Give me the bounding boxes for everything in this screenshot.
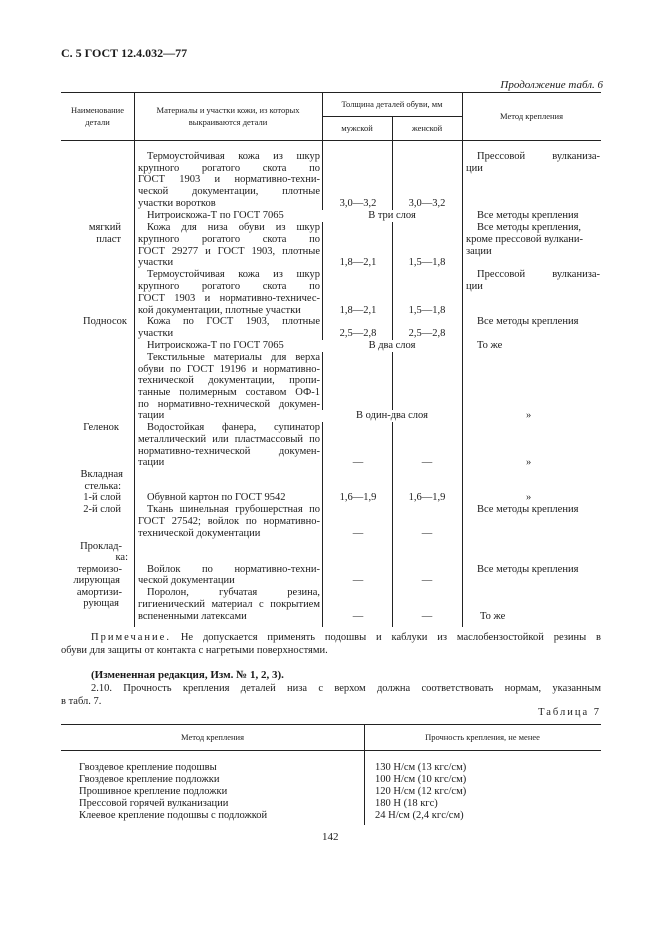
- thickness-male: —: [352, 611, 364, 622]
- part-name: стелька:: [84, 481, 121, 492]
- part-name: амортизи-: [76, 587, 122, 598]
- thickness-span: В один-два слоя: [322, 410, 462, 422]
- part-name: мягкий: [88, 222, 121, 233]
- material-line: крупного рогатого скота по: [138, 234, 320, 245]
- material-line: по нормативно-технической докумен-: [138, 399, 320, 410]
- material-line: вспененными латексами: [138, 611, 247, 622]
- material-line: ГОСТ 1903 и нормативно-техничес-: [138, 293, 320, 304]
- part-name: пласт: [96, 234, 121, 245]
- table7-header-method: Метод крепления: [181, 732, 244, 742]
- table6-col-divider: [462, 92, 463, 627]
- clause-text: в табл. 7.: [61, 695, 102, 707]
- method-line: Все методы крепления: [477, 210, 579, 221]
- thickness-male: 3,0—3,2: [339, 198, 377, 209]
- material-line: ГОСТ 1903 и нормативно-техни-: [138, 174, 320, 185]
- material-line: Нитроискожа-Т по ГОСТ 7065: [147, 340, 284, 351]
- table7-method: Клеевое крепление подошвы с подложкой: [79, 810, 268, 821]
- material-line: Нитроискожа-Т по ГОСТ 7065: [147, 210, 284, 221]
- table7-strength: 24 Н/см (2,4 кгс/см): [375, 810, 464, 821]
- thickness-male: 2,5—2,8: [339, 328, 377, 339]
- material-line: Войлок по нормативно-техни-: [147, 564, 320, 575]
- material-line: тации: [138, 457, 165, 468]
- method-ditto-mark: »: [526, 457, 532, 468]
- material-line: Обувной картон по ГОСТ 9542: [147, 492, 286, 503]
- material-line: Кожа по ГОСТ 1903, плотные: [147, 316, 320, 327]
- thickness-female: —: [421, 611, 433, 622]
- part-name: ка:: [115, 552, 128, 563]
- material-line: металлический или пластмассовый по: [138, 434, 320, 445]
- page-number: 142: [322, 831, 339, 843]
- material-line: участки: [138, 257, 174, 268]
- table7-strength: 180 Н (18 кгс): [375, 798, 438, 809]
- material-line: ГОСТ 27542; войлок по нормативно-: [138, 516, 320, 527]
- table6-col-divider: [392, 116, 393, 627]
- method-ditto-mark: »: [526, 410, 532, 421]
- material-line: Поролон, губчатая резина,: [147, 587, 320, 598]
- material-line: крупного рогатого скота по: [138, 281, 320, 292]
- method-line: То же: [477, 340, 503, 351]
- table7-method: Прессовой горячей вулканизации: [79, 798, 229, 809]
- material-line: крупного рогатого скота по: [138, 163, 320, 174]
- method-line: Прессовой вулканиза-: [477, 151, 600, 162]
- table7-header-rule: [61, 750, 601, 751]
- material-line: Водостойкая фанера, супинатор: [147, 422, 320, 433]
- thickness-male: 1,6—1,9: [339, 492, 377, 503]
- part-name: лирующая: [73, 575, 120, 586]
- part-name: Геленок: [83, 422, 119, 433]
- method-line: кроме прессовой вулкани-: [466, 234, 584, 245]
- thickness-female: 1,5—1,8: [408, 305, 446, 316]
- part-name: Вкладная: [80, 469, 123, 480]
- table6-col-divider: [322, 92, 323, 627]
- header-materials: Материалы и участки кожи, из которых выкраиваются детали: [156, 105, 300, 127]
- header-male: мужской: [341, 123, 373, 133]
- header-name: Наименование детали: [71, 105, 124, 127]
- material-line: обуви по ГОСТ 19196 и нормативно-: [138, 364, 320, 375]
- material-line: танные полимерным составом ОФ-1: [138, 387, 320, 398]
- method-line: Все методы крепления: [477, 564, 579, 575]
- material-line: участки: [138, 328, 174, 339]
- method-line: Все методы крепления: [477, 504, 579, 515]
- table7-method: Гвоздевое крепление подложки: [79, 774, 220, 785]
- table6-header-bottom-rule: [61, 140, 601, 141]
- method-line: Все методы крепления: [477, 316, 579, 327]
- thickness-male: —: [352, 575, 364, 586]
- material-line: Ткань шинельная грубошерстная по: [147, 504, 320, 515]
- table7-label: Таблица 7: [538, 707, 601, 718]
- note-label: Примечание.: [91, 632, 171, 643]
- part-name: 2-й слой: [83, 504, 121, 515]
- header-method: Метод крепления: [500, 111, 563, 121]
- method-line: Прессовой вулканиза-: [477, 269, 600, 280]
- material-line: тации: [138, 410, 165, 421]
- thickness-female: —: [421, 457, 433, 468]
- revision-note: (Измененная редакция, Изм. № 1, 2, 3).: [91, 669, 284, 681]
- page-header-title: С. 5 ГОСТ 12.4.032—77: [61, 46, 188, 60]
- material-line: Текстильные материалы для верха: [147, 352, 320, 363]
- part-name: термоизо-: [77, 564, 122, 575]
- table7-method: Гвоздевое крепление подошвы: [79, 762, 217, 773]
- thickness-male: —: [352, 528, 364, 539]
- thickness-male: —: [352, 457, 364, 468]
- note-text: Не допускается применять подошвы и каблуки из маслобензостойкой резины в: [180, 632, 601, 643]
- material-line: технической документации: [138, 528, 261, 539]
- table7-strength: 130 Н/см (13 кгс/см): [375, 762, 467, 773]
- thickness-span: В два слоя: [322, 340, 462, 352]
- thickness-female: —: [421, 528, 433, 539]
- table7-strength: 120 Н/см (12 кгс/см): [375, 786, 467, 797]
- table6-top-rule: [61, 92, 601, 93]
- part-name: Подносок: [82, 316, 127, 327]
- method-line: зации: [466, 246, 492, 257]
- method-line: ции: [466, 281, 483, 292]
- material-line: участки воротков: [138, 198, 216, 209]
- header-female: женской: [411, 123, 443, 133]
- table7-strength: 100 Н/см (10 кгс/см): [375, 774, 467, 785]
- thickness-female: 3,0—3,2: [408, 198, 446, 209]
- table7-method: Прошивное крепление подложки: [79, 786, 228, 797]
- material-line: Термоустойчивая кожа из шкур: [147, 151, 320, 162]
- thickness-female: —: [421, 575, 433, 586]
- material-line: Термоустойчивая кожа из шкур: [147, 269, 320, 280]
- thickness-male: 1,8—2,1: [339, 305, 377, 316]
- method-line: Все методы крепления,: [477, 222, 582, 233]
- material-line: Кожа для низа обуви из шкур: [147, 222, 320, 233]
- table7-top-rule: [61, 724, 601, 725]
- table-continuation-label: Продолжение табл. 6: [500, 79, 603, 91]
- material-line: ческой документации: [138, 575, 235, 586]
- material-line: кой документации, плотные участки: [138, 305, 301, 316]
- material-line: ГОСТ 29277 и ГОСТ 1903, плотные: [138, 246, 320, 257]
- thickness-male: 1,8—2,1: [339, 257, 377, 268]
- table6-col-divider: [134, 92, 135, 627]
- material-line: технической документации, пропи-: [138, 375, 320, 386]
- material-line: гигиенический материал с покрытием: [138, 599, 320, 610]
- material-line: ческой документации, плотные: [138, 186, 320, 197]
- part-name: Проклад-: [80, 541, 122, 552]
- material-line: нормативно-технической докумен-: [138, 446, 320, 457]
- method-ditto-mark: »: [526, 492, 532, 503]
- note-text: обуви для защиты от контакта с нагретыми поверхностями.: [61, 644, 328, 656]
- part-name: рующая: [83, 598, 119, 609]
- method-line: То же: [480, 611, 506, 622]
- method-line: ции: [466, 163, 483, 174]
- thickness-female: 2,5—2,8: [408, 328, 446, 339]
- clause-2-10: [61, 683, 601, 708]
- header-thickness: Толщина деталей обуви, мм: [341, 99, 443, 109]
- thickness-span: В три слоя: [322, 210, 462, 222]
- part-name: 1-й слой: [83, 492, 121, 503]
- thickness-female: 1,6—1,9: [408, 492, 446, 503]
- table7-header-strength: Прочность крепления, не менее: [425, 732, 540, 742]
- clause-text: 2.10. Прочность крепления деталей низа с верхом должна соответствовать нормам, указанным: [91, 683, 601, 694]
- table6-note: [61, 632, 601, 657]
- thickness-female: 1,5—1,8: [408, 257, 446, 268]
